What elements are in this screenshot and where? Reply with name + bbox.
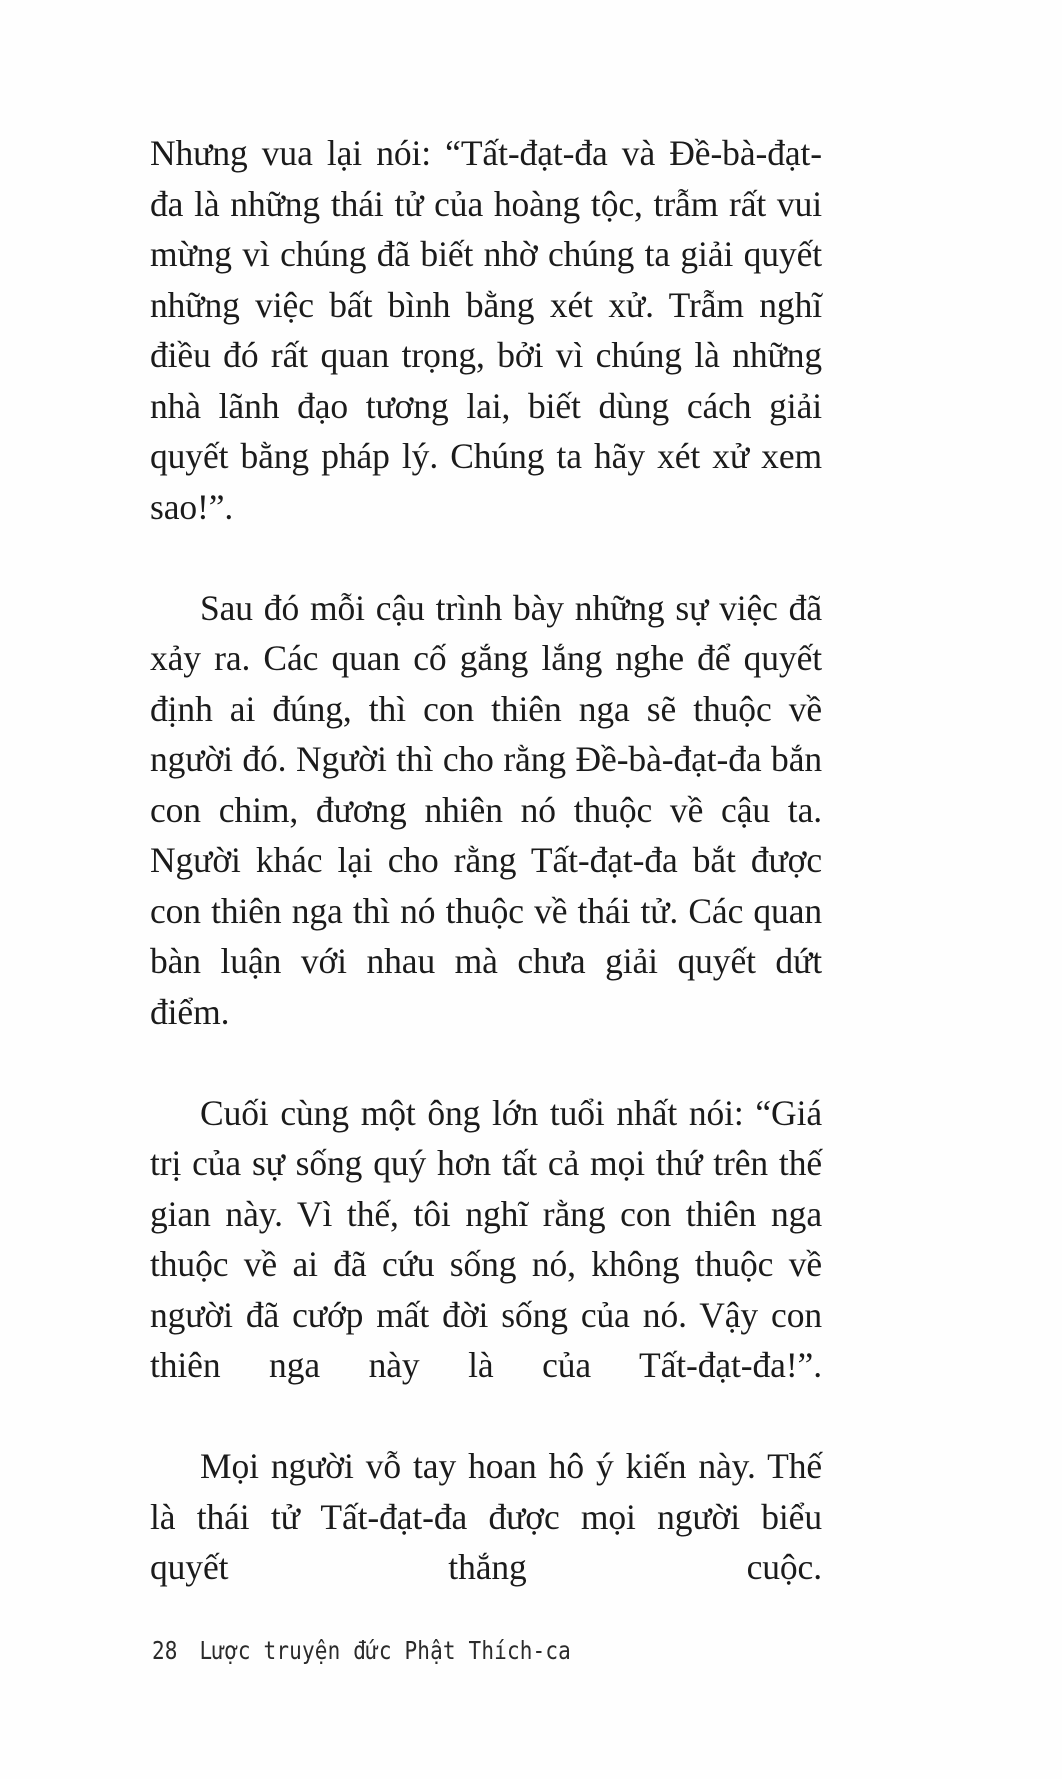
paragraph: Mọi người vỗ tay hoan hô ý kiến này. Thế là thái tử Tất-đạt-đa được mọi người biểu quyết thắng cuộc. (150, 1446, 822, 1587)
paragraph: Cuối cùng một ông lớn tuổi nhất nói: “Giá trị của sự sống quý hơn tất cả mọi thứ trên thế gian này. Vì thế, tôi nghĩ rằng con thiên nga thuộc về ai đã cứu sống nó, không thuộc về người đã cướp mất đời sống của nó. Vậy con thiên nga này là của Tất-đạt-đa!”. (150, 1092, 822, 1385)
page-footer (152, 1636, 571, 1666)
running-title: Lược truyện đức Phật Thích-ca (199, 1636, 572, 1665)
page-number: 28 (152, 1636, 178, 1665)
paragraph: Sau đó mỗi cậu trình bày những sự việc đã xảy ra. Các quan cố gắng lắng nghe để quyết định ai đúng, thì con thiên nga sẽ thuộc về người đó. Người thì cho rằng Đề-bà-đạt-đa bắn con chim, đương nhiên nó thuộc về cậu ta. Người khác lại cho rằng Tất-đạt-đa bắt được con thiên nga thì nó thuộc về thái tử. Các quan bàn luận với nhau mà chưa giải quyết dứt điểm. (150, 587, 822, 1032)
body-text-column (150, 128, 822, 1643)
paragraph: Nhưng vua lại nói: “Tất-đạt-đa và Đề-bà-đạt-đa là những thái tử của hoàng tộc, trẫm rất vui mừng vì chúng đã biết nhờ chúng ta giải quyết những việc bất bình bằng xét xử. Trẫm nghĩ điều đó rất quan trọng, bởi vì chúng là những nhà lãnh đạo tương lai, biết dùng cách giải quyết bằng pháp lý. Chúng ta hãy xét xử xem sao!”. (150, 133, 822, 527)
